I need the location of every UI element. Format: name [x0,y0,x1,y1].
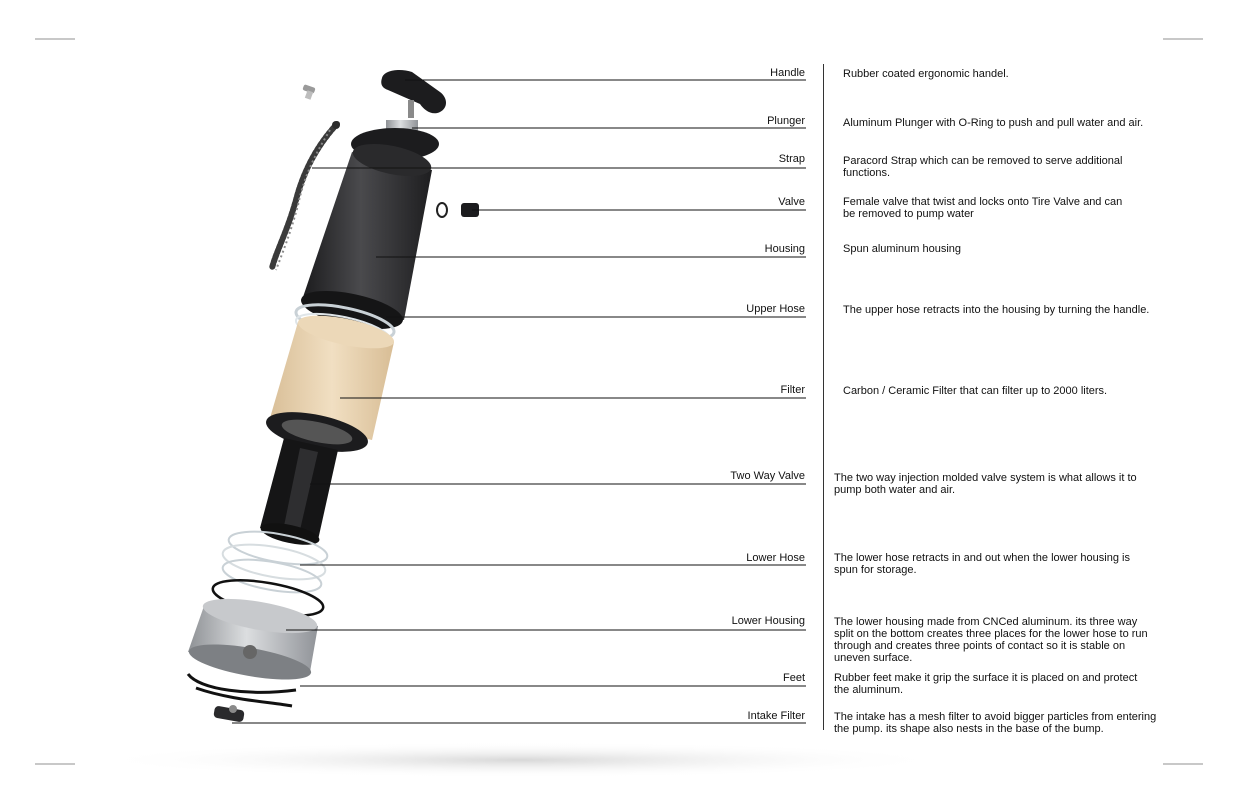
description-plunger: Aluminum Plunger with O-Ring to push and pull water and air. [843,117,1144,129]
description-valve: Female valve that twist and locks onto Tire Valve and can be removed to pump water [843,196,1123,220]
part-label-housing: Housing [764,243,805,255]
part-label-filter: Filter [780,384,805,396]
description-upper-hose: The upper hose retracts into the housing by turning the handle. [843,304,1150,316]
part-label-handle: Handle [770,67,805,79]
description-handle: Rubber coated ergonomic handel. [843,68,1009,80]
description-strap: Paracord Strap which can be removed to serve additional functions. [843,155,1123,179]
description-two-way-valve: The two way injection molded valve system is what allows it to pump both water and air. [834,472,1137,496]
screw-part [302,84,315,100]
description-lower-housing: The lower housing made from CNCed aluminum. its three way split on the bottom creates three places for the lower hose to run through and creates three points of contact so it is stable on uneven surface. [834,616,1148,664]
column-divider [823,64,824,730]
filter-part [263,309,397,459]
handle-part [381,70,446,118]
part-label-lower-housing: Lower Housing [731,615,805,627]
part-label-lower-hose: Lower Hose [746,552,805,564]
floor-shadow [90,742,950,778]
part-label-two-way-valve: Two Way Valve [730,470,805,482]
description-housing: Spun aluminum housing [843,243,962,255]
part-label-intake-filter: Intake Filter [747,710,805,722]
description-lower-hose: The lower hose retracts in and out when the lower housing is spun for storage. [834,552,1130,576]
lower-housing-part [187,592,320,686]
part-label-plunger: Plunger [767,115,805,127]
description-filter: Carbon / Ceramic Filter that can filter up to 2000 liters. [843,385,1108,397]
part-label-valve: Valve [778,196,805,208]
description-feet: Rubber feet make it grip the surface it is placed on and protect the aluminum. [834,672,1138,696]
part-label-strap: Strap [778,153,805,165]
part-label-upper-hose: Upper Hose [746,303,805,315]
description-intake-filter: The intake has a mesh filter to avoid bigger particles from entering the pump. its shape also nests in the base of the bump. [834,711,1157,735]
part-label-feet: Feet [782,672,805,684]
intake-filter-part [213,705,245,723]
